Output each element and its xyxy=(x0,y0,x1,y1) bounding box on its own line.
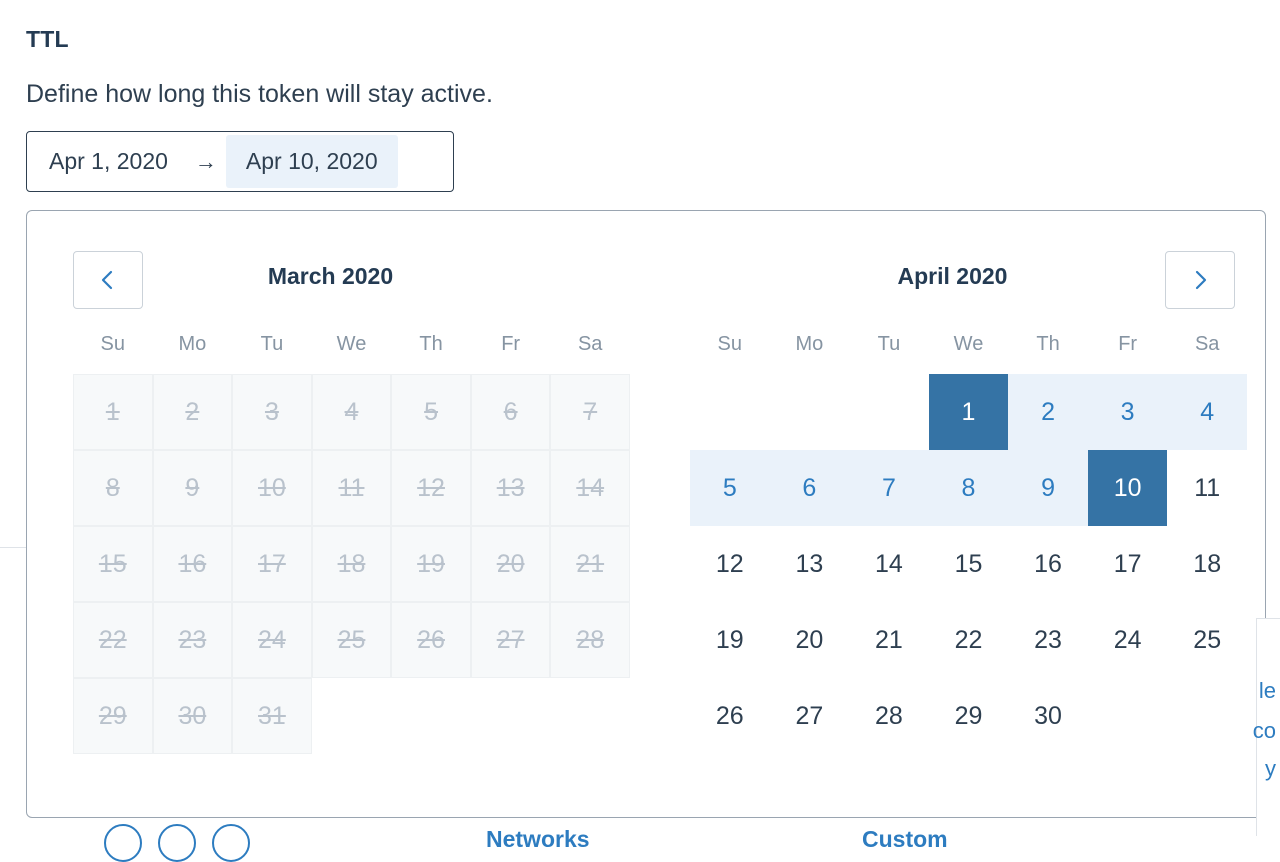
calendar-day-empty xyxy=(849,374,929,450)
avatar xyxy=(158,824,196,862)
calendar-day[interactable]: 8 xyxy=(929,450,1009,526)
calendar-day: 29 xyxy=(73,678,153,754)
calendar-week xyxy=(690,678,1247,754)
page-description: Define how long this token will stay active. xyxy=(26,80,493,108)
calendar-day[interactable]: 30 xyxy=(1034,701,1062,730)
calendar-day: 12 xyxy=(391,450,471,526)
weekday-mo: Mo xyxy=(795,333,824,355)
calendar-day: 3 xyxy=(232,374,312,450)
calendar-day: 23 xyxy=(153,602,233,678)
calendar-day[interactable]: 14 xyxy=(875,549,903,578)
calendar-day[interactable]: 4 xyxy=(1167,374,1247,450)
calendar-day-empty xyxy=(471,678,551,754)
calendar-day: 21 xyxy=(550,526,630,602)
calendar-day-empty xyxy=(391,678,471,754)
calendar-day-empty xyxy=(550,678,630,754)
calendar-month-april xyxy=(646,211,1265,817)
calendar-day[interactable]: 21 xyxy=(875,625,903,654)
calendar-day-selected-end[interactable]: 10 xyxy=(1088,450,1168,526)
calendar-day[interactable]: 28 xyxy=(875,701,903,730)
page-title: TTL xyxy=(26,26,69,52)
weekday-we: We xyxy=(336,333,367,355)
month-title: March 2020 xyxy=(267,263,394,289)
calendar-week xyxy=(73,374,630,450)
calendar-day[interactable]: 24 xyxy=(1113,625,1142,654)
month-title: April 2020 xyxy=(897,263,1008,289)
calendar-day[interactable]: 9 xyxy=(1008,450,1088,526)
calendar-day: 19 xyxy=(391,526,471,602)
calendar-day[interactable]: 15 xyxy=(954,549,983,578)
calendar-day[interactable]: 18 xyxy=(1193,549,1222,578)
calendar-day[interactable]: 17 xyxy=(1113,549,1142,578)
weekday-we: We xyxy=(953,333,984,355)
weekday-tu: Tu xyxy=(260,333,284,355)
calendar-day-empty xyxy=(1088,678,1168,754)
weekday-header xyxy=(690,333,1247,374)
calendar-day[interactable]: 23 xyxy=(1034,625,1062,654)
calendar-day: 31 xyxy=(232,678,312,754)
calendar-day[interactable]: 16 xyxy=(1034,549,1062,578)
calendar-day: 11 xyxy=(312,450,392,526)
calendar-week xyxy=(73,678,630,754)
calendar-day: 22 xyxy=(73,602,153,678)
calendar-day: 27 xyxy=(471,602,551,678)
weekday-su: Su xyxy=(717,333,743,355)
weekday-mo: Mo xyxy=(178,333,207,355)
range-end-value[interactable]: Apr 10, 2020 xyxy=(226,135,398,188)
calendar-day[interactable]: 7 xyxy=(849,450,929,526)
calendar-day: 16 xyxy=(153,526,233,602)
weekday-sa: Sa xyxy=(1194,333,1220,355)
calendar-day: 14 xyxy=(550,450,630,526)
month-grid xyxy=(27,333,646,754)
calendar-week xyxy=(690,526,1247,602)
calendar-day: 15 xyxy=(73,526,153,602)
calendar-day: 18 xyxy=(312,526,392,602)
calendar-day[interactable]: 2 xyxy=(1008,374,1088,450)
calendar-day: 17 xyxy=(232,526,312,602)
calendar-day: 6 xyxy=(471,374,551,450)
range-start-value[interactable]: Apr 1, 2020 xyxy=(49,148,168,174)
month-grid xyxy=(646,333,1265,754)
calendar-day: 20 xyxy=(471,526,551,602)
weekday-fr: Fr xyxy=(501,333,521,355)
weekday-th: Th xyxy=(1036,333,1060,355)
weekday-fr: Fr xyxy=(1118,333,1138,355)
calendar-months xyxy=(27,211,1265,817)
avatar xyxy=(104,824,142,862)
calendar-day[interactable]: 19 xyxy=(715,625,744,654)
calendar-day-empty xyxy=(1167,678,1247,754)
weekday-sa: Sa xyxy=(577,333,603,355)
calendar-day: 28 xyxy=(550,602,630,678)
calendar-day[interactable]: 3 xyxy=(1088,374,1168,450)
calendar-day: 24 xyxy=(232,602,312,678)
calendar-popover xyxy=(26,210,1266,818)
calendar-day[interactable]: 20 xyxy=(795,625,824,654)
weekday-tu: Tu xyxy=(877,333,901,355)
calendar-week xyxy=(73,526,630,602)
calendar-day-empty xyxy=(770,374,850,450)
calendar-day-empty xyxy=(690,374,770,450)
calendar-day[interactable]: 6 xyxy=(770,450,850,526)
calendar-week xyxy=(73,450,630,526)
calendar-day[interactable]: 5 xyxy=(690,450,770,526)
calendar-day[interactable]: 12 xyxy=(715,549,744,578)
calendar-day-selected-start[interactable]: 1 xyxy=(929,374,1009,450)
calendar-day: 1 xyxy=(73,374,153,450)
calendar-day[interactable]: 11 xyxy=(1194,473,1221,502)
calendar-day: 8 xyxy=(73,450,153,526)
calendar-week xyxy=(690,374,1247,450)
calendar-day: 13 xyxy=(471,450,551,526)
weekday-su: Su xyxy=(100,333,126,355)
background-link-1[interactable]: le xyxy=(1258,678,1276,703)
background-link-2[interactable]: co xyxy=(1252,718,1276,743)
calendar-day: 25 xyxy=(312,602,392,678)
calendar-day: 7 xyxy=(550,374,630,450)
calendar-day: 9 xyxy=(153,450,233,526)
bottom-label-networks: Networks xyxy=(486,826,590,852)
calendar-day[interactable]: 26 xyxy=(715,701,744,730)
divider xyxy=(0,547,26,548)
calendar-day[interactable]: 27 xyxy=(795,701,824,730)
calendar-day: 30 xyxy=(153,678,233,754)
bottom-avatar-group xyxy=(104,824,250,862)
avatar xyxy=(212,824,250,862)
arrow-right-icon: → xyxy=(194,148,217,174)
calendar-day: 10 xyxy=(232,450,312,526)
weekday-th: Th xyxy=(419,333,443,355)
calendar-day: 2 xyxy=(153,374,233,450)
calendar-week xyxy=(690,450,1247,526)
calendar-day[interactable]: 22 xyxy=(954,625,983,654)
calendar-day[interactable]: 25 xyxy=(1193,625,1222,654)
bottom-label-custom: Custom xyxy=(862,826,948,852)
calendar-day: 4 xyxy=(312,374,392,450)
calendar-day[interactable]: 13 xyxy=(795,549,824,578)
calendar-week xyxy=(73,602,630,678)
calendar-day: 26 xyxy=(391,602,471,678)
calendar-day-empty xyxy=(312,678,392,754)
calendar-day[interactable]: 29 xyxy=(954,701,983,730)
background-link-3[interactable]: y xyxy=(1265,756,1276,781)
calendar-week xyxy=(690,602,1247,678)
calendar-day: 5 xyxy=(391,374,471,450)
calendar-month-march xyxy=(27,211,646,817)
weekday-header xyxy=(73,333,630,374)
date-range-input[interactable] xyxy=(26,131,454,192)
